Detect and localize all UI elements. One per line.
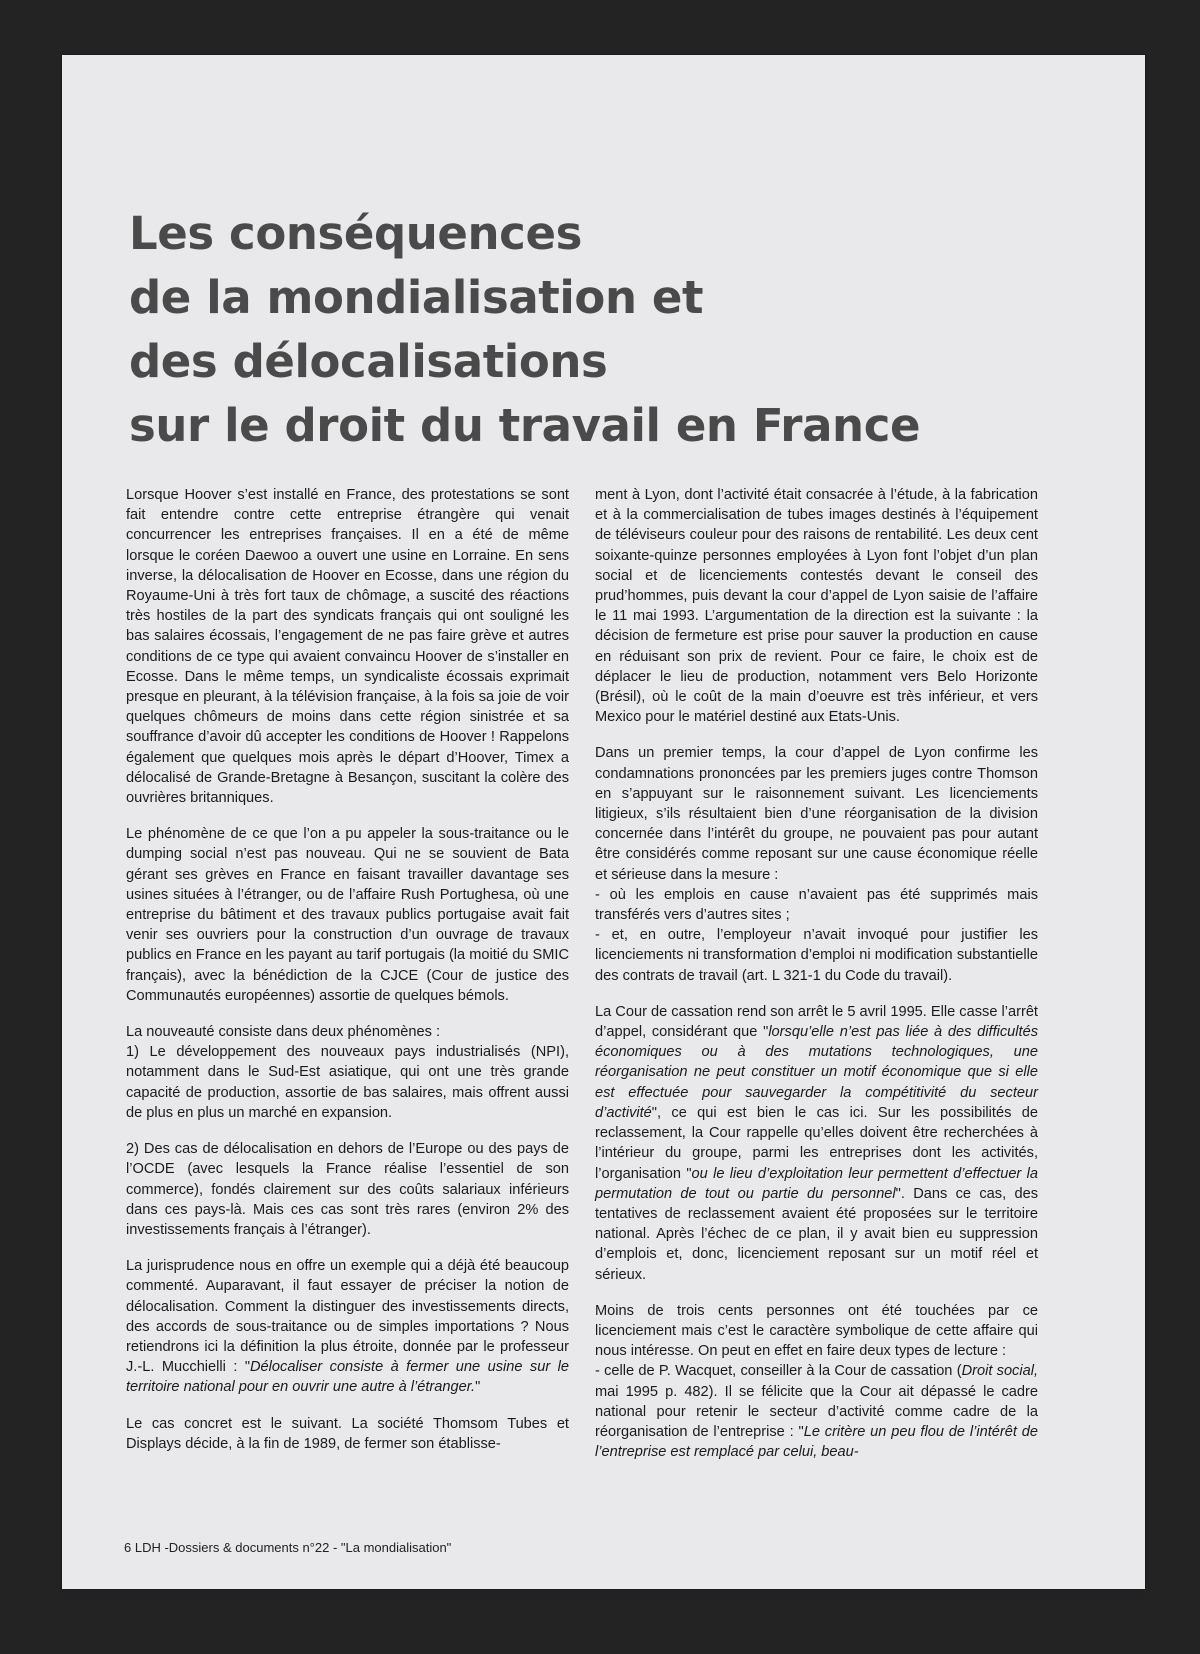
paragraph: Lorsque Hoover s’est installé en France, des protestations se sont fait entendre contre cette entreprise étrangère qui venait concurrencer les entreprises françaises. Il en a été de même lorsque le coréen Daewoo a ouvert une usine en Lorraine. En sens inverse, la délocalisation de Hoover en Ecosse, dans une région du Royaume-Uni à très fort taux de chômage, a suscité des réactions très hostiles de la part des syndicats français qui ont souligné les bas salaires écossais, l’engagement de ne pas faire grève et autres conditions de ce type qui avaient convaincu Hoover de s’installer en Ecosse. Dans le même temps, un syndicaliste écossais exprimait presque en pleurant, à la télévision française, à la fois sa joie de voir quelques chômeurs de moins dans cette région sinistrée et sa souffrance d’avoir dû accepter les conditions de Hoover ! Rappelons également que quelques mois après le départ d’Hoover, Timex a délocalisé de Grande-Bretagne à Besançon, suscitant la colère des ouvrières britanniques. bbox=[126, 487, 569, 807]
list-item: 1) Le développement des nouveaux pays industrialisés (NPI), notamment dans le Sud-Est asiatique, qui ont une très grande capacité de production, assortie de bas salaires, mais offrent aussi de plus en plus un marché en expansion. bbox=[126, 1044, 569, 1121]
paragraph bbox=[595, 743, 1038, 985]
list-item: - où les emplois en cause n’avaient pas été supprimés mais transférés vers d’autres sites ; bbox=[595, 886, 1038, 924]
paragraph-text: ". Dans ce cas, des tentatives de reclassement avaient été proposées sur le territoire national. Après l’échec de ce plan, il y avait bien eu suppression d’emplois et, donc, licenciement reposant sur un motif réel et sérieux. bbox=[595, 1185, 1038, 1283]
paragraph bbox=[126, 1022, 569, 1123]
quotation: ou le lieu d’exploitation leur permettent d’effectuer la permutation de tout ou partie du personnel bbox=[595, 1165, 1038, 1202]
document-page bbox=[62, 55, 1145, 1589]
page-footer: 6 LDH -Dossiers & documents n°22 - "La mondialisation" bbox=[124, 1540, 452, 1555]
quotation: lorsqu’elle n’est pas liée à des difficultés économiques ou à des mutations technologiques, une réorganisation ne peut constituer un motif économique que si elle est effectuée pour sauvegarder la compétitivité du secteur d’activité bbox=[595, 1024, 1038, 1121]
left-column bbox=[126, 485, 569, 1470]
paragraph-text: - celle de P. Wacquet, conseiller à la Cour de cassation ( bbox=[595, 1363, 962, 1380]
list-intro: La nouveauté consiste dans deux phénomènes : bbox=[126, 1024, 440, 1041]
quotation: Délocaliser consiste à fermer une usine sur le territoire national pour en ouvrir une autre à l’étranger. bbox=[126, 1359, 569, 1396]
paragraph-text: " bbox=[475, 1379, 481, 1396]
paragraph: Le cas concret est le suivant. La société Thomsom Tubes et Displays décide, à la fin de 1989, de fermer son établisse- bbox=[126, 1415, 569, 1452]
paragraph-text: Dans un premier temps, la cour d’appel de Lyon confirme les condamnations prononcées par les premiers juges contre Thomson en s’appuyant sur le raisonnement suivant. Les licenciements litigieux, s’ils résultaient bien d’une réorganisation de la division concernée dans l’intérêt du groupe, ne pouvaient pas pour autant être considérés comme reposant sur une cause économique réelle et sérieuse dans la mesure : bbox=[595, 745, 1038, 883]
paragraph-text: La Cour de cassation rend son arrêt le 5 avril 1995. Elle casse l’arrêt d’appel, considérant que " bbox=[595, 1003, 1038, 1041]
paragraph-text: ", ce qui est bien le cas ici. Sur les possibilités de reclassement, la Cour rappelle qu’elles doivent être recherchées à l’intérieur du groupe, parmi les entreprises dont les activités, l’organisation " bbox=[595, 1104, 1038, 1182]
title-line-4: sur le droit du travail en France bbox=[129, 399, 921, 452]
title-line-3: des délocalisations bbox=[129, 335, 608, 388]
paragraph bbox=[126, 1256, 569, 1397]
paragraph-text: mai 1995 p. 482). Il se félicite que la Cour ait dépassé le cadre national pour retenir le secteur d’activité comme cadre de la réorganisation de l’entreprise : " bbox=[595, 1383, 1038, 1440]
paragraph: Le phénomène de ce que l’on a pu appeler la sous-traitance ou le dumping social n’est pas nouveau. Qui ne se souvient de Bata gérant ses grèves en France en faisant travailler davantage ses usines situées à l’étranger, ou de l’affaire Rush Portughesa, où une entreprise du bâtiment et des travaux publics portugaise avait fait venir ses ouvriers pour la construction d’un ouvrage de travaux publics en France en les payant au tarif portugais (la moitié du SMIC français), avec la bénédiction de la CJCE (Cour de justice des Communautés européennes) assortie de quelques bémols. bbox=[126, 826, 569, 1004]
paragraph-text: La jurisprudence nous en offre un exemple qui a déjà été beaucoup commenté. Auparavant, il faut essayer de préciser la notion de délocalisation. Comment la distinguer des investissements directs, des accords de sous-traitance ou de simples importations ? Nous retiendrons ici la définition la plus étroite, donnée par le professeur J.-L. Mucchielli : " bbox=[126, 1258, 569, 1376]
page-title bbox=[129, 202, 1029, 458]
paragraph: 2) Des cas de délocalisation en dehors de l’Europe ou des pays de l’OCDE (avec lesquels la France réalise l’essentiel de son commerce), fondés clairement sur des coûts salariaux inférieurs dans ces pays-là. Mais ces cas sont très rares (environ 2% des investissements français à l’étranger). bbox=[126, 1141, 569, 1238]
quotation: Le critère un peu flou de l’intérêt de l’entreprise est remplacé par celui, beau- bbox=[595, 1423, 1038, 1461]
title-line-1: Les conséquences bbox=[129, 207, 582, 260]
paragraph bbox=[595, 1301, 1038, 1463]
citation: Droit social, bbox=[961, 1363, 1039, 1380]
list-item bbox=[595, 1361, 1038, 1462]
paragraph: ment à Lyon, dont l’activité était consacrée à l’étude, à la fabrication et à la commercialisation de tubes images destinés à l’équipement de téléviseurs couleur pour des raisons de rentabilité. Les deux cent soixante-quinze personnes employées à Lyon font l’objet d’un plan social et de licenciements contestés devant le conseil des prud’hommes, puis devant la cour d’appel de Lyon saisie de l’affaire le 11 mai 1993. L’argumentation de la direction est la suivante : la décision de fermeture est prise pour sauver la production en cause en réduisant son prix de revient. Pour ce faire, le choix est de déplacer le lieu de production, notamment vers Belo Horizonte (Brésil), où le coût de la main d’oeuvre est très inférieur, et vers Mexico pour le matériel destiné aux Etats-Unis. bbox=[595, 487, 1038, 726]
list-item: - et, en outre, l’employeur n’avait invoqué pour justifier les licenciements ni transformation d’emploi ni modification substantielle des contrats de travail (art. L 321-1 du Code du travail). bbox=[595, 927, 1038, 984]
paragraph-text: Moins de trois cents personnes ont été touchées par ce licenciement mais c’est le caractère symbolique de cette affaire qui nous intéresse. On peut en effet en faire deux types de lecture : bbox=[595, 1302, 1038, 1360]
paragraph bbox=[595, 1002, 1038, 1285]
right-column bbox=[595, 485, 1038, 1478]
title-line-2: de la mondialisation et bbox=[129, 271, 704, 324]
